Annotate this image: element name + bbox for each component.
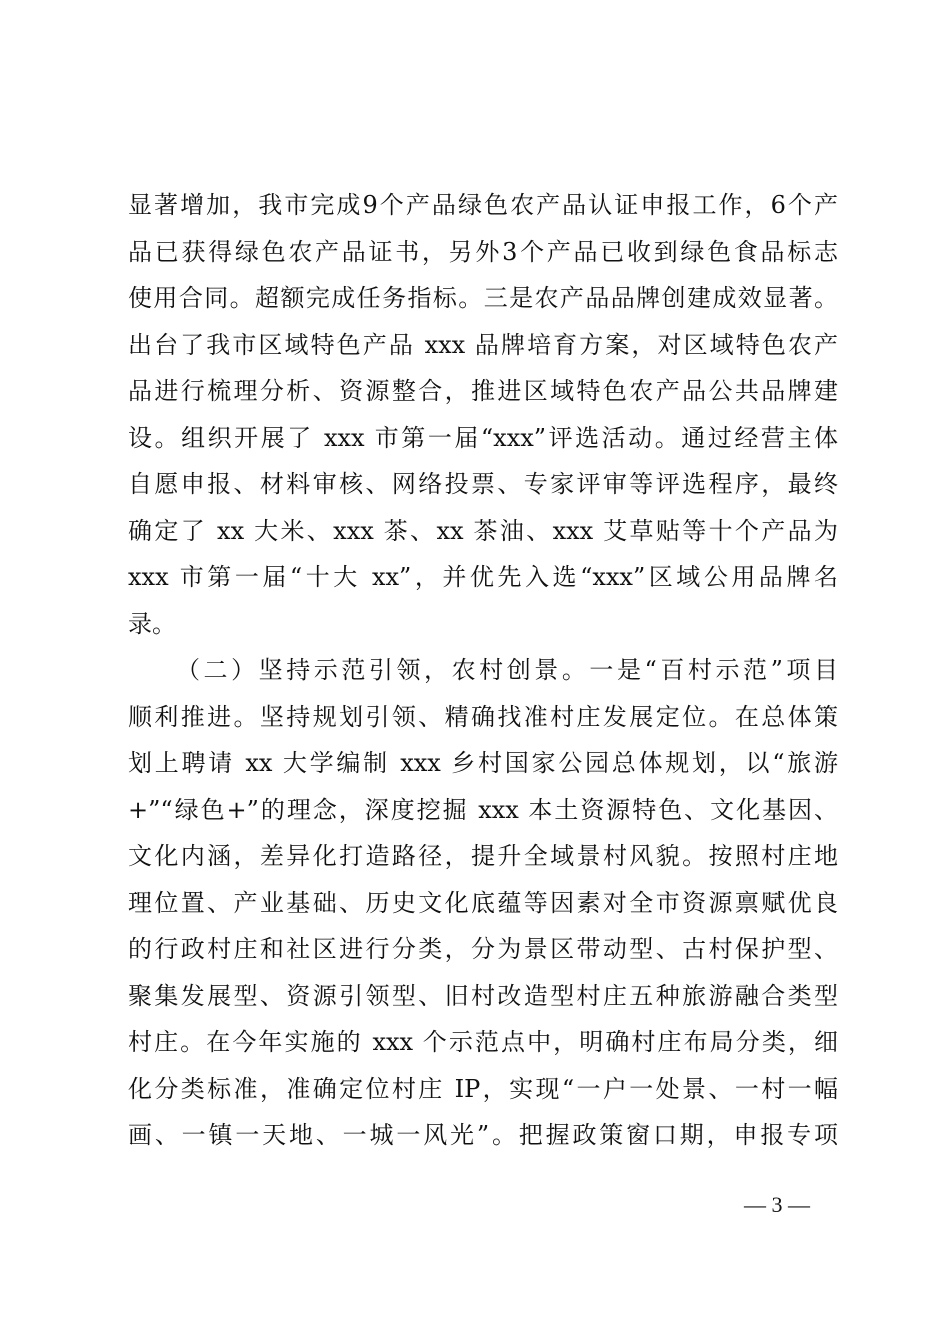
text-line: xxx 市第一届“十大 xx”，并优先入选“xxx”区域公用品牌名 bbox=[128, 563, 838, 591]
page-number: — 3 — bbox=[744, 1192, 810, 1217]
text-line: 自愿申报、材料审核、网络投票、专家评审等评选程序，最终 bbox=[128, 470, 838, 498]
text-line: 顺利推进。坚持规划引领、精确找准村庄发展定位。在总体策 bbox=[128, 702, 838, 731]
text-line: +”“绿色+”的理念，深度挖掘 xxx 本土资源特色、文化基因、 bbox=[128, 795, 838, 824]
text-line: 化分类标准，准确定位村庄 IP，实现“一户一处景、一村一幅 bbox=[128, 1074, 838, 1103]
text-line: 文化内涵，差异化打造路径，提升全域景村风貌。按照村庄地 bbox=[128, 842, 838, 870]
text-line: 使用合同。超额完成任务指标。三是农产品品牌创建成效显著。 bbox=[128, 284, 838, 312]
text-line: 出台了我市区域特色产品 xxx 品牌培育方案，对区域特色农产 bbox=[128, 330, 838, 359]
text-line: 品进行梳理分析、资源整合，推进区域特色农产品公共品牌建 bbox=[128, 377, 838, 405]
section-heading-line: （二）坚持示范引领，农村创景。一是“百村示范”项目 bbox=[176, 656, 838, 684]
text-line: 确定了 xx 大米、xxx 茶、xx 茶油、xxx 艾草贴等十个产品为 bbox=[128, 516, 838, 545]
text-line: 设。组织开展了 xxx 市第一届“xxx”评选活动。通过经营主体 bbox=[128, 423, 838, 452]
paragraph-1 bbox=[128, 182, 838, 647]
text-line: 品已获得绿色农产品证书，另外3个产品已收到绿色食品标志 bbox=[128, 237, 838, 266]
text-line: 理位置、产业基础、历史文化底蕴等因素对全市资源禀赋优良 bbox=[128, 888, 838, 917]
text-line: 的行政村庄和社区进行分类，分为景区带动型、古村保护型、 bbox=[128, 935, 838, 963]
text-line: 聚集发展型、资源引领型、旧村改造型村庄五种旅游融合类型 bbox=[128, 981, 838, 1010]
paragraph-2 bbox=[128, 647, 838, 1159]
document-body bbox=[128, 182, 838, 1159]
text-line: 划上聘请 xx 大学编制 xxx 乡村国家公园总体规划，以“旅游 bbox=[128, 749, 838, 777]
text-line: 村庄。在今年实施的 xxx 个示范点中，明确村庄布局分类，细 bbox=[128, 1028, 838, 1056]
text-line: 画、一镇一天地、一城一风光”。把握政策窗口期，申报专项 bbox=[128, 1121, 838, 1149]
text-line: 显著增加，我市完成9个产品绿色农产品认证申报工作，6个产 bbox=[128, 191, 838, 219]
text-line: 录。 bbox=[128, 609, 176, 638]
